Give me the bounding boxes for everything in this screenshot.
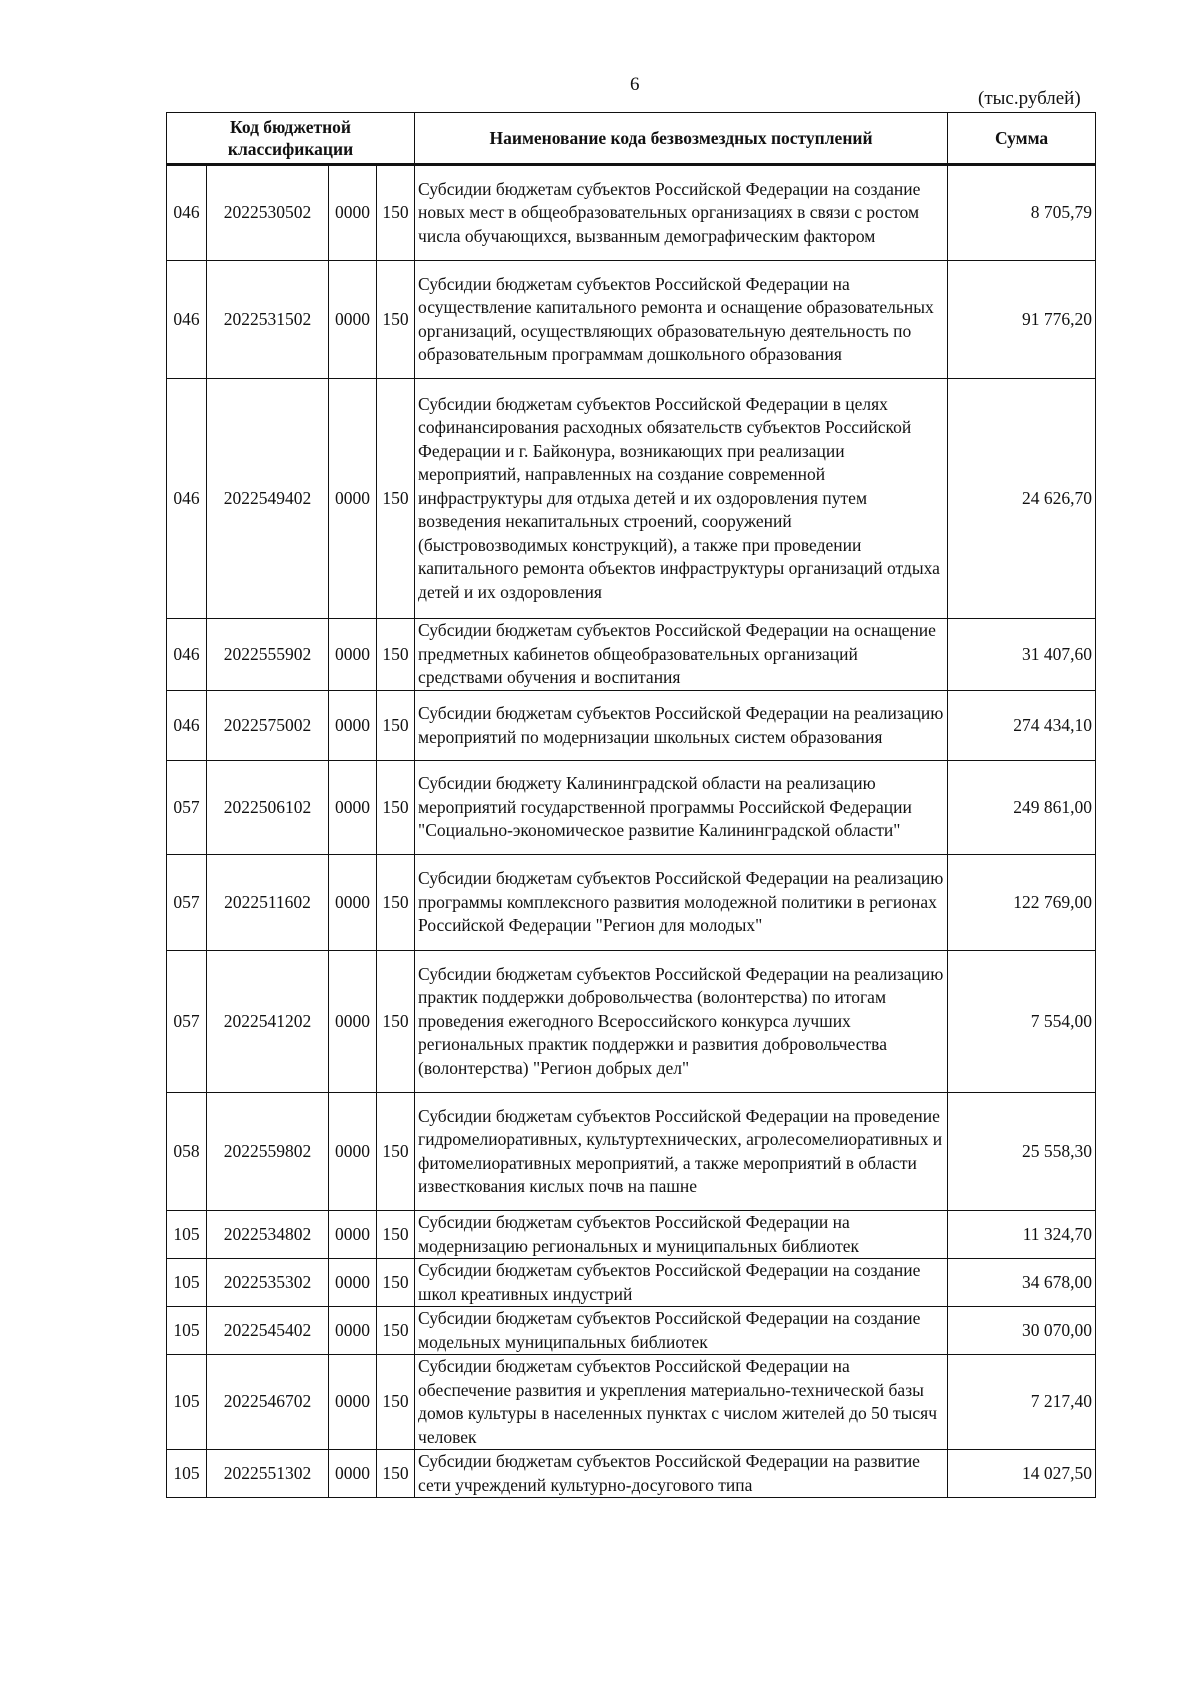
cell-kosgu-code: 150 — [377, 165, 415, 261]
cell-admin-code: 046 — [167, 379, 207, 619]
cell-admin-code: 046 — [167, 261, 207, 379]
cell-sub-code: 0000 — [329, 165, 377, 261]
cell-sub-code: 0000 — [329, 1450, 377, 1498]
header-name: Наименование кода безвозмездных поступлений — [415, 113, 948, 165]
table-header-row — [167, 113, 1096, 165]
cell-kosgu-code: 150 — [377, 619, 415, 691]
cell-sub-code: 0000 — [329, 261, 377, 379]
cell-admin-code: 105 — [167, 1355, 207, 1450]
cell-amount: 11 324,70 — [948, 1211, 1096, 1259]
cell-amount: 31 407,60 — [948, 619, 1096, 691]
cell-name: Субсидии бюджетам субъектов Российской Федерации на реализацию программы комплексного развития молодежной политики в регионах Российской Федерации "Регион для молодых" — [415, 855, 948, 951]
cell-budget-code: 2022575002 — [207, 691, 329, 761]
cell-name: Субсидии бюджетам субъектов Российской Федерации на осуществление капитального ремонта и оснащение образовательных организаций, осуществляющих образовательную деятельность по образовательным программам дошкольного образования — [415, 261, 948, 379]
cell-admin-code: 046 — [167, 691, 207, 761]
table-row — [167, 1211, 1096, 1259]
cell-sub-code: 0000 — [329, 691, 377, 761]
cell-budget-code: 2022511602 — [207, 855, 329, 951]
header-code: Код бюджетной классификации — [167, 113, 415, 165]
cell-budget-code: 2022530502 — [207, 165, 329, 261]
cell-sub-code: 0000 — [329, 761, 377, 855]
cell-admin-code: 105 — [167, 1307, 207, 1355]
cell-name: Субсидии бюджету Калининградской области на реализацию мероприятий государственной программы Российской Федерации "Социально-экономическое развитие Калининградской области" — [415, 761, 948, 855]
table-row — [167, 261, 1096, 379]
table-row — [167, 691, 1096, 761]
cell-name: Субсидии бюджетам субъектов Российской Федерации на создание новых мест в общеобразовательных организациях в связи с ростом числа обучающихся, вызванным демографическим фактором — [415, 165, 948, 261]
cell-budget-code: 2022534802 — [207, 1211, 329, 1259]
cell-amount: 249 861,00 — [948, 761, 1096, 855]
table-body — [167, 165, 1096, 1498]
cell-sub-code: 0000 — [329, 1307, 377, 1355]
cell-name: Субсидии бюджетам субъектов Российской Федерации на создание модельных муниципальных библиотек — [415, 1307, 948, 1355]
cell-admin-code: 105 — [167, 1450, 207, 1498]
cell-budget-code: 2022549402 — [207, 379, 329, 619]
cell-budget-code: 2022545402 — [207, 1307, 329, 1355]
cell-amount: 30 070,00 — [948, 1307, 1096, 1355]
cell-admin-code: 046 — [167, 165, 207, 261]
cell-amount: 7 217,40 — [948, 1355, 1096, 1450]
cell-kosgu-code: 150 — [377, 1450, 415, 1498]
table-row — [167, 379, 1096, 619]
table-row — [167, 951, 1096, 1093]
cell-amount: 122 769,00 — [948, 855, 1096, 951]
cell-budget-code: 2022559802 — [207, 1093, 329, 1211]
cell-name: Субсидии бюджетам субъектов Российской Федерации на реализацию практик поддержки добровольчества (волонтерства) по итогам проведения ежегодного Всероссийского конкурса лучших региональных практик поддержки и развития добровольчества (волонтерства) "Регион добрых дел" — [415, 951, 948, 1093]
table-row — [167, 1355, 1096, 1450]
table-row — [167, 1307, 1096, 1355]
cell-sub-code: 0000 — [329, 855, 377, 951]
cell-kosgu-code: 150 — [377, 1093, 415, 1211]
cell-budget-code: 2022531502 — [207, 261, 329, 379]
cell-admin-code: 105 — [167, 1211, 207, 1259]
cell-amount: 91 776,20 — [948, 261, 1096, 379]
page-number: 6 — [630, 74, 640, 95]
cell-amount: 274 434,10 — [948, 691, 1096, 761]
cell-kosgu-code: 150 — [377, 1307, 415, 1355]
cell-kosgu-code: 150 — [377, 379, 415, 619]
table-row — [167, 619, 1096, 691]
cell-admin-code: 057 — [167, 951, 207, 1093]
cell-sub-code: 0000 — [329, 1093, 377, 1211]
cell-budget-code: 2022551302 — [207, 1450, 329, 1498]
cell-budget-code: 2022541202 — [207, 951, 329, 1093]
cell-admin-code: 046 — [167, 619, 207, 691]
cell-admin-code: 057 — [167, 855, 207, 951]
budget-table — [166, 112, 1096, 1498]
cell-name: Субсидии бюджетам субъектов Российской Федерации на реализацию мероприятий по модернизации школьных систем образования — [415, 691, 948, 761]
cell-amount: 14 027,50 — [948, 1450, 1096, 1498]
table-row — [167, 761, 1096, 855]
cell-sub-code: 0000 — [329, 379, 377, 619]
cell-name: Субсидии бюджетам субъектов Российской Федерации на модернизацию региональных и муниципальных библиотек — [415, 1211, 948, 1259]
cell-name: Субсидии бюджетам субъектов Российской Федерации на обеспечение развития и укрепления материально-технической базы домов культуры в населенных пунктах с числом жителей до 50 тысяч человек — [415, 1355, 948, 1450]
table-row — [167, 1093, 1096, 1211]
cell-admin-code: 058 — [167, 1093, 207, 1211]
cell-budget-code: 2022506102 — [207, 761, 329, 855]
cell-sub-code: 0000 — [329, 1211, 377, 1259]
cell-name: Субсидии бюджетам субъектов Российской Федерации на оснащение предметных кабинетов общеобразовательных организаций средствами обучения и воспитания — [415, 619, 948, 691]
cell-kosgu-code: 150 — [377, 1211, 415, 1259]
cell-budget-code: 2022535302 — [207, 1259, 329, 1307]
cell-amount: 7 554,00 — [948, 951, 1096, 1093]
cell-name: Субсидии бюджетам субъектов Российской Федерации на проведение гидромелиоративных, культуртехнических, агролесомелиоративных и фитомелиоративных мероприятий, а также мероприятий в области известкования кислых почв на пашне — [415, 1093, 948, 1211]
cell-sub-code: 0000 — [329, 1355, 377, 1450]
cell-amount: 8 705,79 — [948, 165, 1096, 261]
cell-admin-code: 057 — [167, 761, 207, 855]
table-row — [167, 165, 1096, 261]
cell-amount: 24 626,70 — [948, 379, 1096, 619]
cell-admin-code: 105 — [167, 1259, 207, 1307]
cell-kosgu-code: 150 — [377, 951, 415, 1093]
cell-kosgu-code: 150 — [377, 855, 415, 951]
cell-kosgu-code: 150 — [377, 691, 415, 761]
cell-kosgu-code: 150 — [377, 761, 415, 855]
cell-sub-code: 0000 — [329, 951, 377, 1093]
cell-sub-code: 0000 — [329, 619, 377, 691]
table-row — [167, 1259, 1096, 1307]
cell-kosgu-code: 150 — [377, 1259, 415, 1307]
table-row — [167, 1450, 1096, 1498]
cell-amount: 34 678,00 — [948, 1259, 1096, 1307]
cell-sub-code: 0000 — [329, 1259, 377, 1307]
cell-name: Субсидии бюджетам субъектов Российской Федерации на создание школ креативных индустрий — [415, 1259, 948, 1307]
cell-kosgu-code: 150 — [377, 261, 415, 379]
cell-name: Субсидии бюджетам субъектов Российской Федерации на развитие сети учреждений культурно-досугового типа — [415, 1450, 948, 1498]
cell-budget-code: 2022546702 — [207, 1355, 329, 1450]
cell-name: Субсидии бюджетам субъектов Российской Федерации в целях софинансирования расходных обязательств субъектов Российской Федерации и г. Байконура, возникающих при реализации мероприятий, направленных на создание современной инфраструктуры для отдыха детей и их оздоровления путем возведения некапитальных строений, сооружений (быстровозводимых конструкций), а также при проведении капитального ремонта объектов инфраструктуры организаций отдыха детей и их оздоровления — [415, 379, 948, 619]
cell-budget-code: 2022555902 — [207, 619, 329, 691]
cell-amount: 25 558,30 — [948, 1093, 1096, 1211]
table-row — [167, 855, 1096, 951]
units-label: (тыс.рублей) — [978, 88, 1081, 109]
header-amount: Сумма — [948, 113, 1096, 165]
cell-kosgu-code: 150 — [377, 1355, 415, 1450]
